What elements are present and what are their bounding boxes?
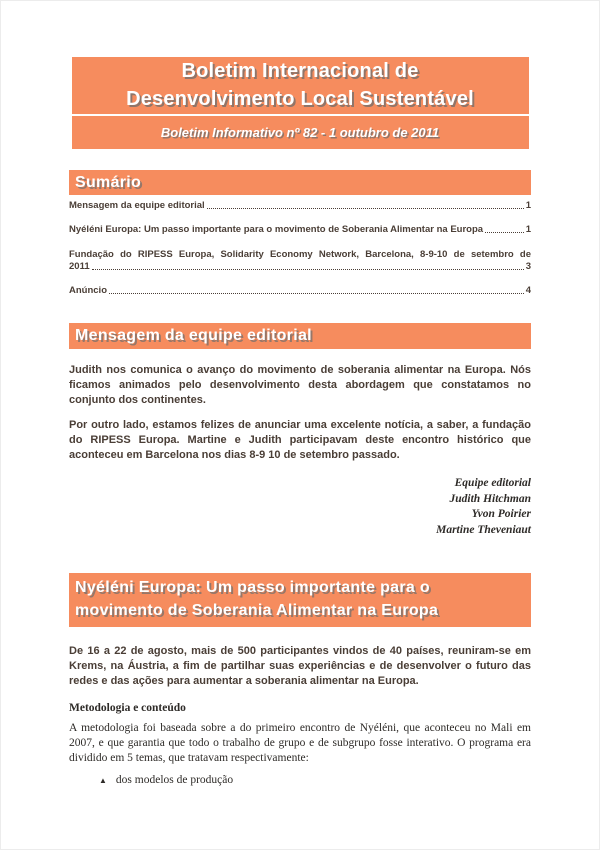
editorial-signature: [69, 476, 531, 538]
editorial-paragraph-2: Por outro lado, estamos felizes de anunciar uma excelente notícia, a saber, a fundação do RIPESS Europa. Martine e Judith participavam deste encontro histórico que aconteceu em Barcelona nos dias 8-9 10 de setembro passado.: [69, 419, 531, 461]
summary-heading: Sumário: [69, 170, 531, 195]
signature-martine-theveniaut: Martine Theveniaut: [436, 523, 531, 536]
toc-dot-leader: [92, 269, 524, 270]
bullet-item-text: dos modelos de produção: [115, 774, 234, 786]
article-subheading: Metodologia e conteúdo: [69, 702, 186, 714]
toc-entry-editorial: [69, 200, 531, 211]
article-intro-paragraph: De 16 a 22 de agosto, mais de 500 participantes vindos de 40 países, reuniram-se em Krems, na Áustria, a fim de partilhar suas experiências e de desenvolver o futuro das redes e das ações para aumentar a soberania alimentar na Europa.: [69, 645, 531, 687]
toc-entry-nyeleni: [69, 224, 531, 235]
toc-entry-anuncio: [69, 285, 531, 296]
toc-page-number: 3: [525, 261, 531, 272]
article-bullet-item: [69, 774, 531, 786]
toc-page-number: 1: [525, 200, 531, 211]
article-section-heading: [69, 573, 531, 627]
toc-entry-ripess-line1: Fundação do RIPESS Europa, Solidarity Economy Network, Barcelona, 8-9-10 de setembro de: [69, 249, 531, 260]
article-heading-line1: Nyéléni Europa: Um passo importante para o: [75, 579, 430, 596]
toc-dot-leader: [485, 232, 524, 233]
toc-dot-leader: [207, 208, 524, 209]
editorial-section-heading: Mensagem da equipe editorial: [69, 323, 531, 349]
bullet-arrow-icon: ▲: [99, 775, 107, 785]
signature-yvon-poirier: Yvon Poirier: [471, 508, 531, 520]
masthead-title-line1: Boletim Internacional de: [181, 60, 419, 82]
table-of-contents: [69, 200, 531, 296]
toc-entry-label: Nyéléni Europa: Um passo importante para o movimento de Soberania Alimentar na Europa: [69, 224, 484, 235]
toc-entry-ripess-line2: [69, 261, 531, 272]
toc-page-number: 4: [525, 285, 531, 296]
toc-dot-leader: [109, 293, 524, 294]
editorial-paragraph-1: Judith nos comunica o avanço do movimento de soberania alimentar na Europa. Nós ficamos animados pelo desenvolvimento desta abordagem que constatamos no conjunto dos continentes.: [69, 364, 531, 406]
signature-team: Equipe editorial: [454, 477, 531, 489]
toc-entry-label: 2011: [69, 261, 90, 272]
article-body-paragraph: A metodologia foi baseada sobre a do primeiro encontro de Nyéléni, que aconteceu no Mali em 2007, e que garantia que todo o trabalho de grupo e de subgrupo fosse interativo. O programa era dividido em 5 temas, que tratavam respectivamente:: [69, 722, 531, 764]
toc-page-number: 1: [525, 224, 531, 235]
masthead-title: [72, 57, 529, 114]
masthead-title-line2: Desenvolvimento Local Sustentável: [126, 88, 474, 110]
toc-entry-label: Anúncio: [69, 285, 107, 296]
article-heading-line2: movimento de Soberania Alimentar na Europa: [75, 602, 439, 619]
signature-judith-hitchman: Judith Hitchman: [449, 492, 531, 505]
toc-entry-label: Mensagem da equipe editorial: [69, 200, 205, 211]
masthead-subtitle: Boletim Informativo nº 82 - 1 outubro de 2011: [72, 116, 529, 149]
